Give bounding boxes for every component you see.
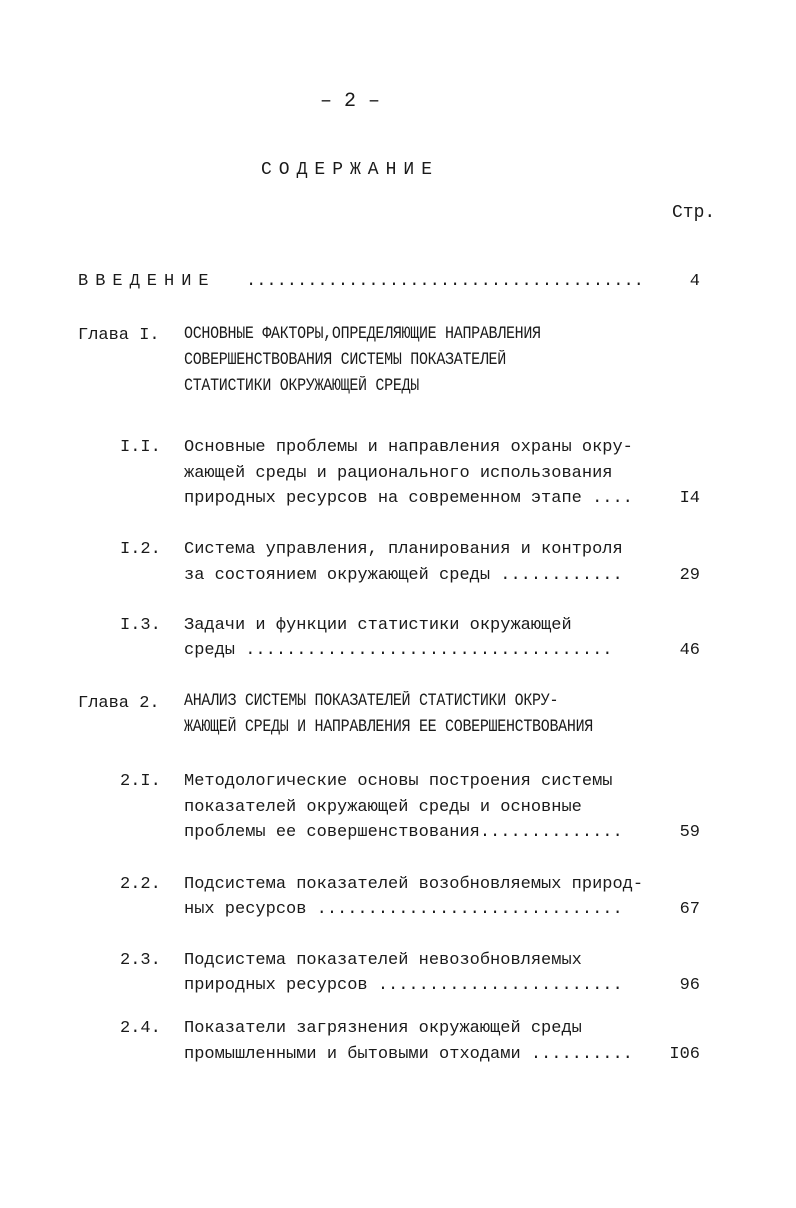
section-text-line: среды .................................... [184,641,613,660]
section-text-line: природных ресурсов на современном этапе .... [184,489,633,508]
section-text-line: за состоянием окружающей среды ............ [184,566,623,585]
intro-dots: ....................................... [246,272,644,291]
section-text-line: природных ресурсов ........................ [184,976,623,995]
chapter-1-title-line: ОСНОВНЫЕ ФАКТОРЫ,ОПРЕДЕЛЯЮЩИЕ НАПРАВЛЕНИЯ [184,324,541,344]
section-number: 2.I. [120,772,161,791]
section-text-line: показателей окружающей среды и основные [184,798,582,817]
section-page: I06 [669,1045,700,1064]
section-page: 29 [679,566,700,585]
section-text-line: Подсистема показателей возобновляемых природ- [184,875,644,894]
section-text-line: промышленными и бытовыми отходами .......... [184,1045,633,1064]
section-text-line: Подсистема показателей невозобновляемых [184,951,582,970]
section-text-line: Методологические основы построения системы [184,772,613,791]
section-number: I.I. [120,438,161,457]
section-text-line: жающей среды и рационального использования [184,464,613,483]
chapter-1-label: Глава I. [78,326,160,345]
section-text-line: Задачи и функции статистики окружающей [184,616,572,635]
section-number: I.3. [120,616,161,635]
section-page: 59 [679,823,700,842]
section-text-line: ных ресурсов .............................. [184,900,623,919]
section-text-line: Показатели загрязнения окружающей среды [184,1019,582,1038]
intro-label: ВВЕДЕНИЕ [78,272,216,291]
section-text-line: проблемы ее совершенствования.............. [184,823,623,842]
page-column-header: Стр. [672,203,716,223]
section-text-line: Основные проблемы и направления охраны окру- [184,438,633,457]
chapter-2-title-line: АНАЛИЗ СИСТЕМЫ ПОКАЗАТЕЛЕЙ СТАТИСТИКИ ОКРУ- [184,691,559,711]
section-page: I4 [679,489,700,508]
section-number: 2.2. [120,875,161,894]
chapter-2-title-line: ЖАЮЩЕЙ СРЕДЫ И НАПРАВЛЕНИЯ ЕЕ СОВЕРШЕНСТВОВАНИЯ [184,717,593,737]
section-number: 2.3. [120,951,161,970]
section-page: 96 [679,976,700,995]
section-page: 67 [679,900,700,919]
section-page: 46 [679,641,700,660]
page-title: СОДЕРЖАНИЕ [260,160,440,180]
chapter-1-title-line: СТАТИСТИКИ ОКРУЖАЮЩЕЙ СРЕДЫ [184,376,419,396]
page-number: – 2 – [319,90,380,113]
intro-page: 4 [689,272,700,291]
section-text-line: Система управления, планирования и контроля [184,540,623,559]
section-number: I.2. [120,540,161,559]
chapter-1-title-line: СОВЕРШЕНСТВОВАНИЯ СИСТЕМЫ ПОКАЗАТЕЛЕЙ [184,350,506,370]
chapter-2-label: Глава 2. [78,694,160,713]
section-number: 2.4. [120,1019,161,1038]
